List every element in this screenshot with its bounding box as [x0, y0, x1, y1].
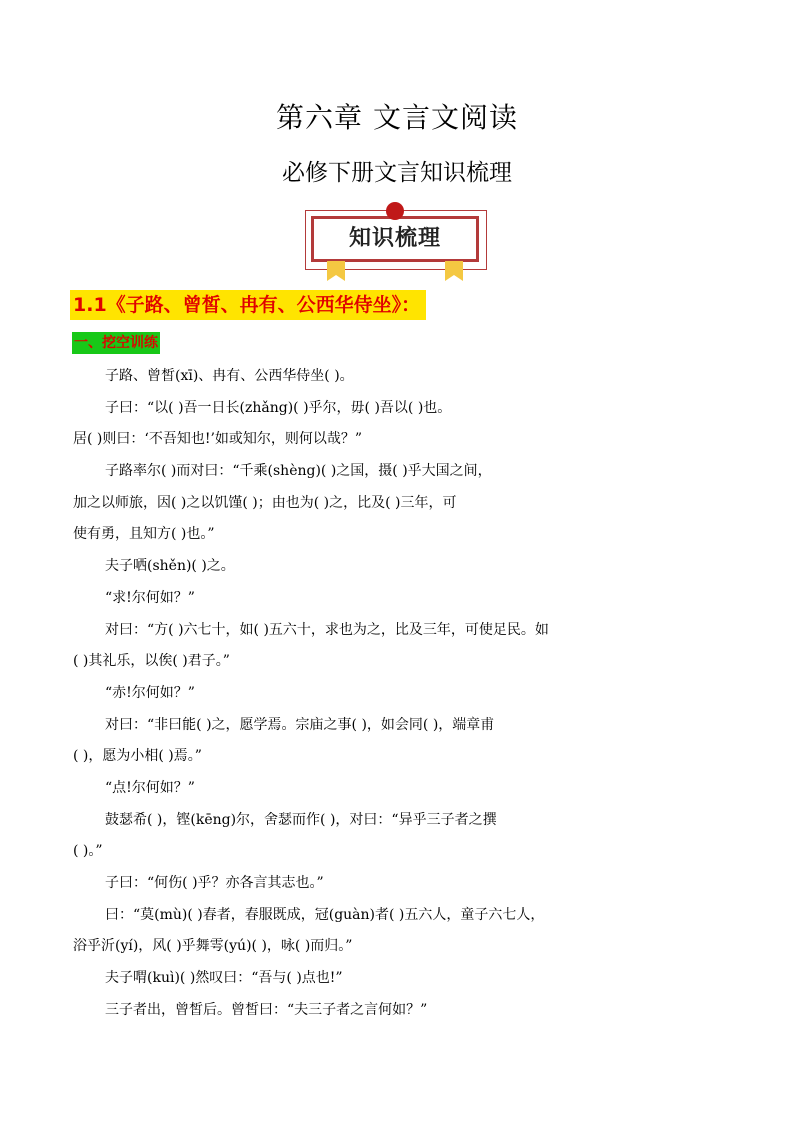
- text-line: ( )其礼乐，以俟( )君子。”: [73, 653, 230, 669]
- text-line: 对曰：“非曰能( )之，愿学焉。宗庙之事( )，如会同( )，端章甫: [105, 717, 495, 733]
- text-line: 子曰：“以( )吾一日长(zhǎng)( )乎尔，毋( )吾以( )也。: [105, 400, 452, 416]
- chapter-title: 第六章 文言文阅读: [276, 101, 518, 134]
- text-line: 曰：“莫(mù)( )春者，春服既成，冠(guàn)者( )五六人，童子六七人，: [105, 907, 545, 923]
- badge-label: 知识梳理: [348, 226, 441, 251]
- section-title: 1.1《子路、曾皙、冉有、公西华侍坐》：: [70, 290, 426, 320]
- text-line: “点!尔何如？”: [105, 780, 195, 796]
- page-subtitle: 必修下册文言知识梳理: [282, 160, 512, 186]
- text-line: 夫子哂(shěn)( )之。: [105, 558, 235, 574]
- text-line: 子路、曾皙(xī)、冉有、公西华侍坐( )。: [105, 368, 354, 384]
- ribbon-icon: [445, 261, 463, 281]
- text-line: 加之以师旅，因( )之以饥馑( )；由也为( )之，比及( )三年，可: [73, 495, 457, 511]
- text-line: 使有勇，且知方( )也。”: [73, 526, 215, 542]
- text-line: 鼓瑟希( )，铿(kēng)尔，舍瑟而作( )，对曰：“异乎三子者之撰: [105, 812, 497, 828]
- text-line: 子曰：“何伤( )乎？亦各言其志也。”: [105, 875, 324, 891]
- text-line: 浴乎沂(yí)，风( )乎舞雩(yú)( )，咏( )而归。”: [73, 938, 353, 954]
- text-line: “求!尔何如？”: [105, 590, 195, 606]
- section-subtitle: 一、挖空训练: [72, 332, 160, 354]
- text-line: ( )，愿为小相( )焉。”: [73, 748, 202, 764]
- text-line: ( )。”: [73, 843, 103, 859]
- text-line: “赤!尔何如？”: [105, 685, 195, 701]
- text-line: 对曰：“方( )六七十，如( )五六十，求也为之，比及三年，可使足民。如: [105, 622, 549, 638]
- ribbon-icon: [327, 261, 345, 281]
- text-line: 三子者出，曾皙后。曾皙曰：“夫三子者之言何如？”: [105, 1002, 428, 1018]
- knowledge-badge: [305, 201, 487, 281]
- text-line: 夫子喟(kuì)( )然叹曰：“吾与( )点也!”: [105, 970, 343, 986]
- text-line: 居( )则曰：‘不吾知也!’如或知尔，则何以哉？”: [73, 431, 363, 447]
- text-line: 子路率尔( )而对曰：“千乘(shèng)( )之国，摄( )乎大国之间，: [105, 463, 492, 479]
- red-dot-icon: [386, 202, 404, 220]
